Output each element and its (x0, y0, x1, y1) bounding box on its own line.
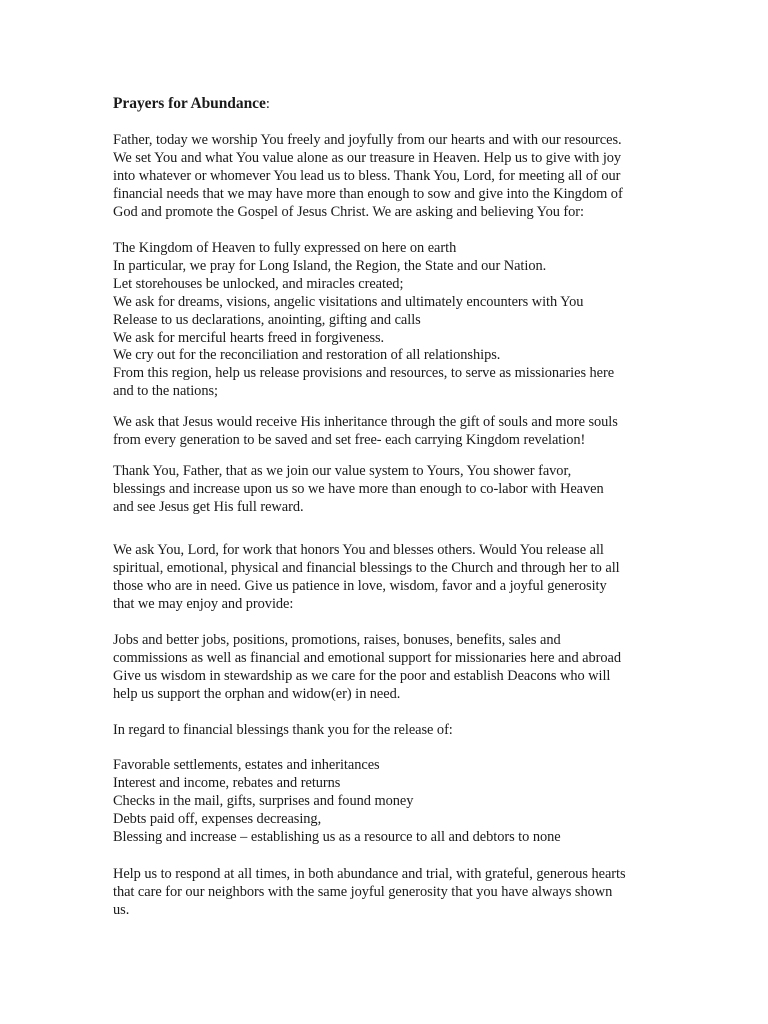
text-line: Help us to respond at all times, in both abundance and trial, with grateful, generous hearts (113, 866, 626, 882)
text-line: help us support the orphan and widow(er) in need. (113, 685, 401, 702)
text-line: Interest and income, rebates and returns (113, 774, 341, 791)
text-line: Let storehouses be unlocked, and miracles created; (113, 275, 404, 292)
text-line: We set You and what You value alone as our treasure in Heaven. Help us to give with joy (113, 149, 622, 166)
document-title (113, 95, 270, 113)
title-text: Prayers for Abundance (113, 95, 266, 112)
text-line: Checks in the mail, gifts, surprises and found money (113, 792, 414, 809)
text-line: From this region, help us release provisions and resources, to serve as missionaries here (113, 365, 615, 382)
text-line: Give us wisdom in stewardship as we care for the poor and establish Deacons who will (113, 667, 611, 684)
text-line: We ask for merciful hearts freed in forgiveness. (113, 329, 385, 346)
text-line: We cry out for the reconciliation and restoration of all relationships. (113, 347, 501, 364)
text-line: spiritual, emotional, physical and financial blessings to the Church and through her to all (113, 559, 620, 576)
text-line: We ask that Jesus would receive His inheritance through the gift of souls and more souls (113, 414, 618, 430)
text-line: from every generation to be saved and set free- each carrying Kingdom revelation! (113, 431, 586, 448)
text-line: The Kingdom of Heaven to fully expressed on here on earth (113, 240, 457, 256)
text-line: We ask You, Lord, for work that honors You and blesses others. Would You release all (113, 542, 604, 558)
text-line: Jobs and better jobs, positions, promotions, raises, bonuses, benefits, sales and (113, 632, 561, 648)
text-line: those who are in need. Give us patience in love, wisdom, favor and a joyful generosity (113, 577, 607, 594)
text-line: blessings and increase upon us so we have more than enough to co-labor with Heaven (113, 480, 604, 497)
text-line: God and promote the Gospel of Jesus Christ. We are asking and believing You for: (113, 203, 584, 220)
text-line: In regard to financial blessings thank you for the release of: (113, 722, 453, 738)
text-line: that we may enjoy and provide: (113, 595, 294, 612)
text-line: and to the nations; (113, 383, 218, 400)
text-line: and see Jesus get His full reward. (113, 498, 304, 515)
title-colon: : (265, 96, 270, 112)
text-line: that care for our neighbors with the same joyful generosity that you have always shown (113, 883, 613, 900)
text-line: Father, today we worship You freely and joyfully from our hearts and with our resources. (113, 132, 622, 148)
text-line: Blessing and increase – establishing us as a resource to all and debtors to none (113, 828, 561, 845)
text-line: into whatever or whomever You lead us to bless. Thank You, Lord, for meeting all of our (113, 167, 621, 184)
text-line: us. (113, 901, 130, 918)
text-line: Release to us declarations, anointing, gifting and calls (113, 311, 421, 328)
text-line: We ask for dreams, visions, angelic visitations and ultimately encounters with You (113, 293, 584, 310)
text-line: Thank You, Father, that as we join our value system to Yours, You shower favor, (113, 463, 572, 479)
text-line: Favorable settlements, estates and inheritances (113, 757, 380, 773)
text-line: Debts paid off, expenses decreasing, (113, 810, 322, 827)
text-line: financial needs that we may have more than enough to sow and give into the Kingdom of (113, 185, 623, 202)
text-line: commissions as well as financial and emotional support for missionaries here and abroad (113, 649, 621, 666)
text-line: In particular, we pray for Long Island, the Region, the State and our Nation. (113, 257, 547, 274)
